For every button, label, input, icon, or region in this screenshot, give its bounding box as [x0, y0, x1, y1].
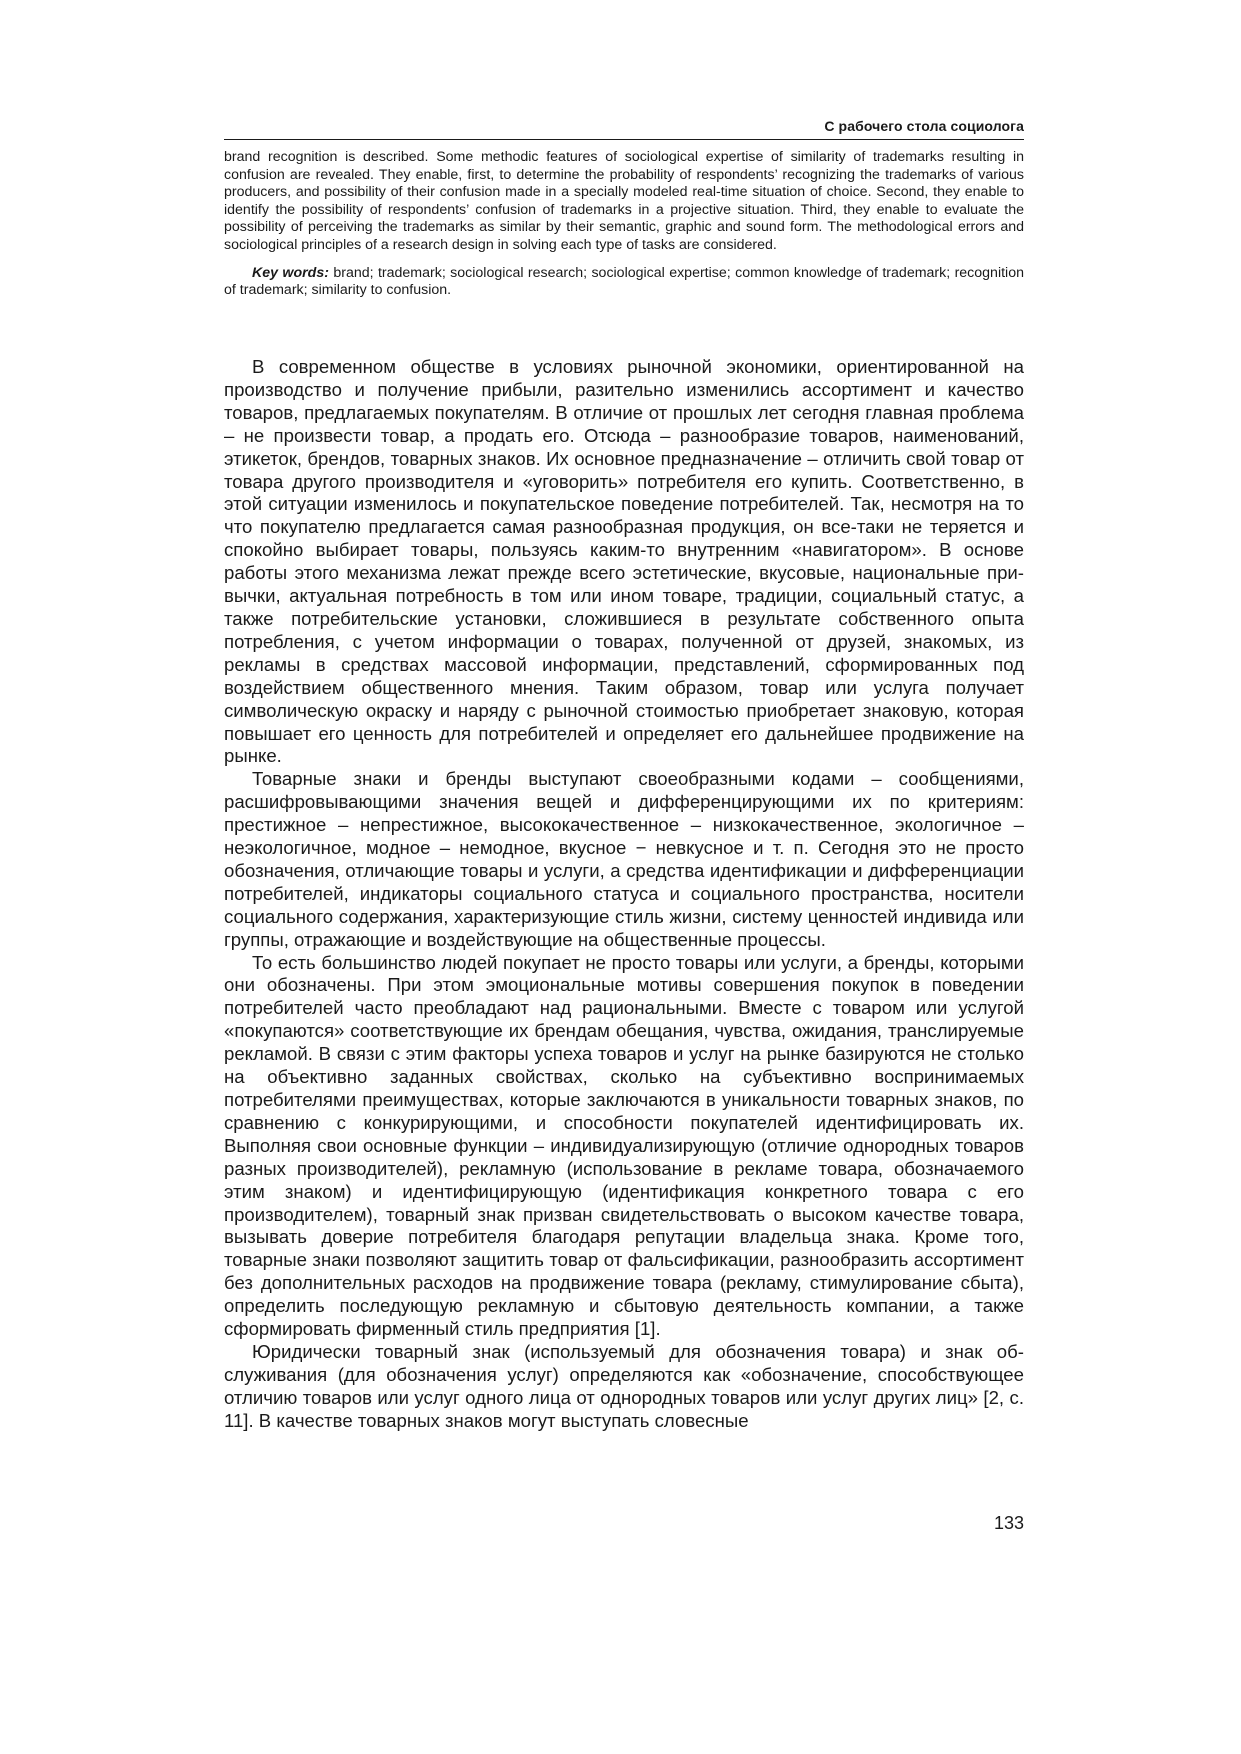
header-divider [224, 139, 1024, 140]
abstract-text: brand recognition is described. Some methodic features of sociological expertise of similarity of trademarks resulting in confusion are revealed. They enable, first, to determine the probability of respondents’ recognizing the trademarks of various producers, and possibility of their confusion made in a specially modeled real-time situation of choice. Second, they enable to identify the possibility of respondents’ confusion of trademarks in a projective situation. Third, they enable to evaluate the possibility of perceiving the trademarks as similar by their semantic, graphic and sound form. The methodological errors and sociological principles of a research design in solving each type of tasks are considered. [224, 149, 1024, 253]
body-paragraph: Товарные знаки и бренды выступают своеобразными кодами – сообщениями, расшифровывающими значения вещей и дифференцирующими их по критериям: престижное – непрестижное, высококачественное – низкокачественное, экологичное – неэкологичное, модное – немодное, вкусное − невкусное и т. п. Сегодня это не просто обозначения, отличающие товары и услуги, а средства идентификации и дифференциации потребителей, индикаторы социального статуса и социального пространства, носители социального содержания, характеризующие стиль жизни, систему ценностей индивида или группы, отражающие и воздействующие на общественные процессы. [224, 768, 1024, 950]
keywords [224, 265, 1024, 300]
body-paragraph: То есть большинство людей покупает не просто товары или услуги, а бренды, которыми они обозначены. При этом эмоциональные мотивы совершения покупок в поведении потребителей часто преобладают над рациональными. Вместе с товаром или услугой «покупаются» соответствующие их брендам обещания, чувства, ожидания, транслируемые рекламой. В связи с этим факторы успеха товаров и услуг на рынке базируются не столько на объективно заданных свойствах, сколько на субъективно воспринимаемых потребителями преимуществах, которые заключаются в уникальности товарных знаков, по сравнению с конкурирующими, и способности покупателей идентифицировать их. Выполняя свои основные функции – индивидуализирующую (отличие однородных товаров разных производителей), рекламную (использование в рекламе товара, обозначаемого этим знаком) и идентифицирующую (идентификация конкретного товара с его производителем), товарный знак призван свидетельствовать о высоком качестве товара, вызывать доверие потребителя благодаря репутации владельца знака. Кроме того, товарные знаки позволяют защитить товар от фальсификации, разнообразить ассортимент без дополнительных расходов на продвижение товара (рекламу, стимулирование сбыта), определить последующую рекламную и сбытовую деятельность компании, а также сформировать фирменный стиль предприятия [1]. [224, 951, 1024, 1340]
abstract-block [224, 149, 1024, 300]
article-body [224, 356, 1024, 1433]
journal-page [224, 0, 1024, 1754]
keywords-label: Key words: [252, 264, 329, 281]
page-number: 133 [993, 1513, 1024, 1533]
running-header: С рабочего стола социолога [824, 118, 1024, 134]
body-paragraph: В современном обществе в условиях рыночной экономики, ориентированной на производство и получение прибыли, разительно изменились ассортимент и качество товаров, предлагаемых покупателям. В отличие от прошлых лет сегодня главная проблема – не произвести товар, а продать его. Отсюда – разнообразие товаров, наименований, этикеток, брендов, товарных знаков. Их основное предназначение – отличить свой товар от товара другого производителя и «уговорить» потребителя его купить. Соответственно, в этой ситуации изменилось и покупательское поведение потребителей. Так, несмотря на то что покупателю предлагается самая разнообразная продукция, он все-таки не теряется и спокойно выбирает товары, пользуясь каким-то внутренним «навигатором». В основе работы этого механизма лежат прежде всего эстетические, вкусовые, национальные привычки, актуальная потребность в том или ином товаре, традиции, социальный статус, а также потребительские установки, сложившиеся в результате собственного опыта потребления, с учетом информации о товарах, полученной от друзей, знакомых, из рекламы в средствах массовой информации, представлений, сформированных под воздействием общественного мнения. Таким образом, товар или услуга получает символическую окраску и наряду с рыночной стоимостью приобретает знаковую, которая повышает его ценность для потребителей и определяет его дальнейшее продвижение на рынке. [224, 356, 1024, 767]
body-paragraph: Юридически товарный знак (используемый для обозначения товара) и знак обслуживания (для обозначения услуг) определяются как «обозначение, способствующее отличию товаров или услуг одного лица от однородных товаров или услуг других лиц» [2, с. 11]. В качестве товарных знаков могут выступать словесные [224, 1340, 1024, 1431]
keywords-text: brand; trademark; sociological research; sociological expertise; common knowledge of trademark; recognition of trademark; similarity to confusion. [224, 264, 1024, 299]
